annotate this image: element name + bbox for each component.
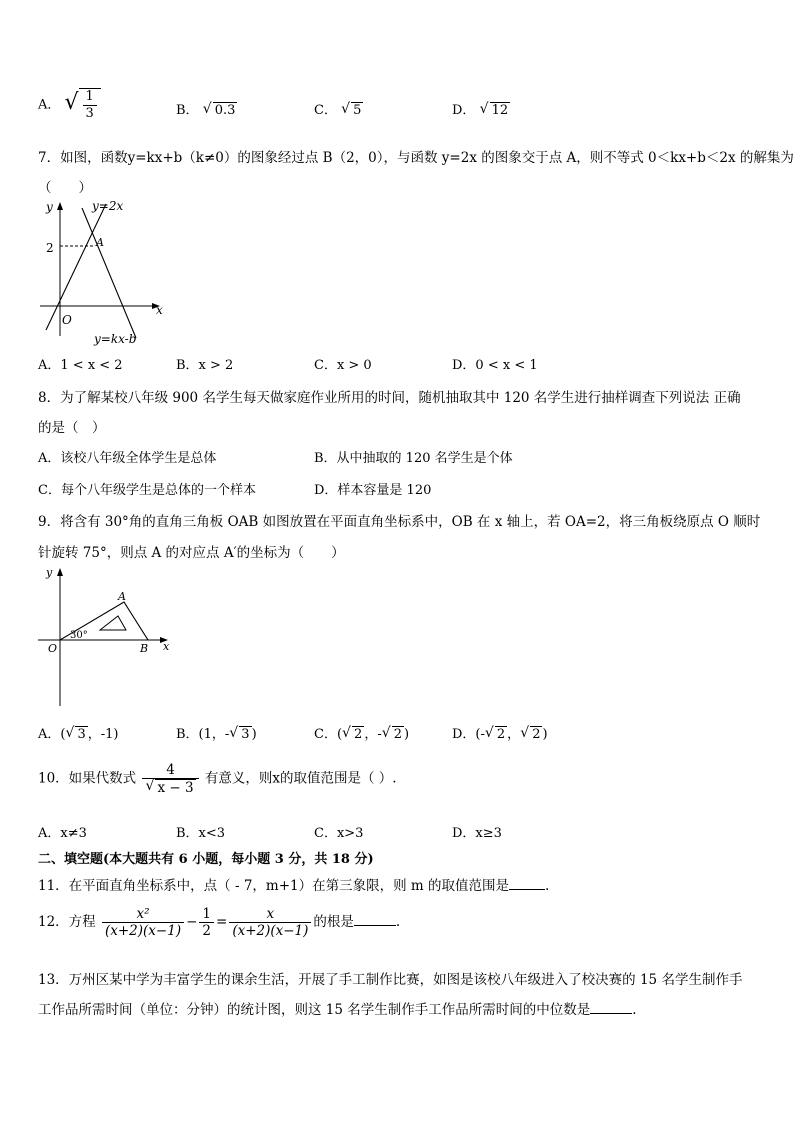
q7-graph: [36, 198, 176, 346]
q7-question-text: 7．如图，函数y=kx+b（k≠0）的图象经过点 B（2，0），与函数 y=2x 的图象交于点 A，则不等式 0＜kx+b＜2x 的解集为: [38, 150, 794, 166]
origin-label: O: [62, 313, 72, 327]
q6-option-a: [38, 88, 101, 122]
q7-option-b: B．x > 2: [176, 358, 234, 373]
radicand: 0.3: [214, 103, 236, 118]
q6-option-b: [176, 99, 237, 118]
line-y-2x: [46, 204, 106, 330]
q8-question-line1: 8．为了解某校八年级 900 名学生每天做家庭作业所用的时间，随机抽取其中 120 名学生进行抽样调查下列说法 正确: [38, 390, 741, 406]
radicand: 2: [532, 727, 541, 742]
origin-label: O: [48, 642, 58, 655]
q13-end: .: [632, 1002, 637, 1018]
q10-option-c: C．x>3: [314, 826, 364, 841]
q8-option-a: A．该校八年级全体学生是总体: [38, 451, 217, 466]
equals-sign: =: [216, 914, 228, 930]
q12-fraction-2: [199, 906, 214, 939]
section-heading: 二、填空题(本大题共有 6 小题，每小题 3 分，共 18 分): [38, 852, 374, 867]
q8-question-line2: 的是（ ）: [38, 420, 106, 436]
option-text: ，: [507, 727, 521, 742]
y-axis-arrow: [57, 202, 63, 210]
q12-text-pre: 12．方程: [38, 914, 96, 930]
q11-text: 11．在平面直角坐标系中，点（ - 7，m+1）在第三象限，则 m 的取值范围是: [38, 878, 509, 894]
option-text: ): [542, 727, 548, 742]
q7-option-a: A．1 < x < 2: [38, 358, 123, 373]
option-text: ): [251, 727, 257, 742]
q6-option-b-label: B．: [176, 103, 199, 118]
point-b-label: B: [140, 642, 149, 655]
q10-fraction: [142, 762, 198, 796]
sqrt-symbol: √ 2: [484, 725, 506, 742]
sqrt-symbol: √ 2: [381, 725, 402, 742]
option-text: ，-: [364, 727, 382, 742]
radicand: 12: [491, 103, 509, 118]
fraction-denominator: 3: [85, 106, 94, 121]
fraction-numerator: 4: [142, 762, 198, 779]
q10-option-d: D．x≥3: [452, 826, 502, 841]
radicand: 2: [496, 727, 506, 742]
sqrt-symbol: √ 12: [479, 101, 509, 118]
q7-option-d: D．0 < x < 1: [452, 358, 538, 373]
q10-text-post: 有意义，则x的取值范围是（ ）.: [204, 770, 397, 787]
sqrt-symbol: √ 0.3: [202, 101, 236, 118]
q9-option-a: [38, 723, 119, 742]
q8-option-d: D．样本容量是 120: [314, 483, 432, 498]
sqrt-symbol: √ 2: [342, 725, 363, 742]
point-a-label: A: [118, 590, 126, 603]
q12-text-post: 的根是: [313, 914, 354, 930]
q13-text: 工作品所需时间（单位：分钟）的统计图，则这 15 名学生制作手工作品所需时间的中位数是: [38, 1002, 591, 1018]
q10-option-a: A．x≠3: [38, 826, 87, 841]
q8-option-c: C．每个八年级学生是总体的一个样本: [38, 483, 256, 498]
q8-option-b: B．从中抽取的 120 名学生是个体: [314, 451, 513, 466]
minus-sign: −: [186, 914, 198, 930]
fraction-numerator: x: [229, 906, 311, 923]
q7-answer-paren: （ ）: [38, 180, 92, 196]
answer-blank[interactable]: [509, 877, 545, 890]
fraction-denominator: 2: [202, 923, 211, 939]
option-text: ，-1): [87, 727, 119, 742]
fraction-denominator: (x+2)(x−1): [104, 923, 182, 939]
sqrt-symbol: √ x − 3: [145, 778, 194, 796]
point-a-label: A: [96, 236, 104, 249]
q9-question-line1: 9．将含有 30°角的直角三角板 OAB 如图放置在平面直角坐标系中，OB 在 x 轴上，若 OA=2，将三角板绕原点 O 顺时: [38, 514, 761, 530]
q9-question-line2: 针旋转 75°，则点 A 的对应点 A′的坐标为（ ）: [38, 545, 345, 561]
radicand: x − 3: [157, 780, 194, 796]
q6-option-c-label: C．: [314, 103, 337, 118]
q7-option-c: C．x > 0: [314, 358, 372, 373]
q9-graph: [36, 566, 176, 708]
x-axis-label: x: [156, 303, 163, 317]
x-axis-label: x: [163, 640, 170, 653]
radicand: 5: [353, 103, 362, 118]
q6-option-a-label: A．: [38, 97, 61, 113]
option-text: B．(1，-: [176, 727, 230, 742]
fraction-numerator: 1: [199, 906, 214, 923]
line-y-kx-b: [82, 208, 136, 338]
fraction-numerator: x²: [102, 906, 184, 923]
option-text: C．(: [314, 727, 343, 742]
y-axis-label: y: [46, 200, 53, 214]
option-text: ): [404, 727, 410, 742]
fraction-denominator: (x+2)(x−1): [232, 923, 309, 939]
q6-option-c: [314, 99, 363, 118]
radicand: 3: [77, 727, 86, 742]
q12-fraction-1: [102, 906, 184, 939]
q11-end: .: [545, 878, 550, 894]
q9-option-b: [176, 723, 257, 742]
option-text: D．(-: [452, 727, 485, 742]
fraction-numerator: 1: [83, 89, 97, 106]
q13-question-line1: 13．万州区某中学为丰富学生的课余生活，开展了手工制作比赛，如图是该校八年级进入了校决赛的 15 名学生制作手: [38, 972, 743, 988]
sqrt-symbol: √ 3: [229, 725, 250, 742]
answer-blank[interactable]: [590, 1001, 632, 1014]
line2-label: y=kx-b: [94, 332, 137, 346]
q6-option-d-label: D．: [452, 103, 476, 118]
q12-fraction-3: [229, 906, 311, 939]
q10-option-b: B．x<3: [176, 826, 226, 841]
radicand: 2: [393, 727, 402, 742]
option-text: A．(: [38, 727, 66, 742]
q13-question-line2: [38, 998, 637, 1018]
q11-question: [38, 874, 549, 894]
sqrt-symbol: √ 5: [341, 101, 362, 118]
sqrt-symbol: √ 2: [520, 725, 541, 742]
radicand: 3: [241, 727, 250, 742]
q9-option-d: [452, 723, 548, 742]
q9-option-c: [314, 723, 409, 742]
y-tick-label: 2: [46, 241, 54, 255]
y-axis-label: y: [46, 566, 53, 579]
y-axis-arrow: [57, 568, 63, 576]
fraction-denominator: [142, 779, 198, 796]
sqrt-symbol: √ 3: [65, 725, 86, 742]
sqrt-symbol: √ $\frac{1}{3}$: [65, 88, 101, 122]
q12-end: .: [395, 914, 401, 930]
radicand: 2: [354, 727, 363, 742]
q10-question: [38, 762, 397, 796]
answer-blank[interactable]: [354, 913, 396, 926]
q6-option-d: [452, 99, 510, 118]
q12-question: [38, 906, 400, 939]
line1-label: y=2x: [92, 199, 124, 213]
q6-option-a-fraction: [83, 89, 97, 122]
triangle-inner-cutout: [100, 616, 126, 630]
angle-label: 30°: [70, 630, 88, 641]
q10-text-pre: 10．如果代数式: [38, 770, 137, 787]
